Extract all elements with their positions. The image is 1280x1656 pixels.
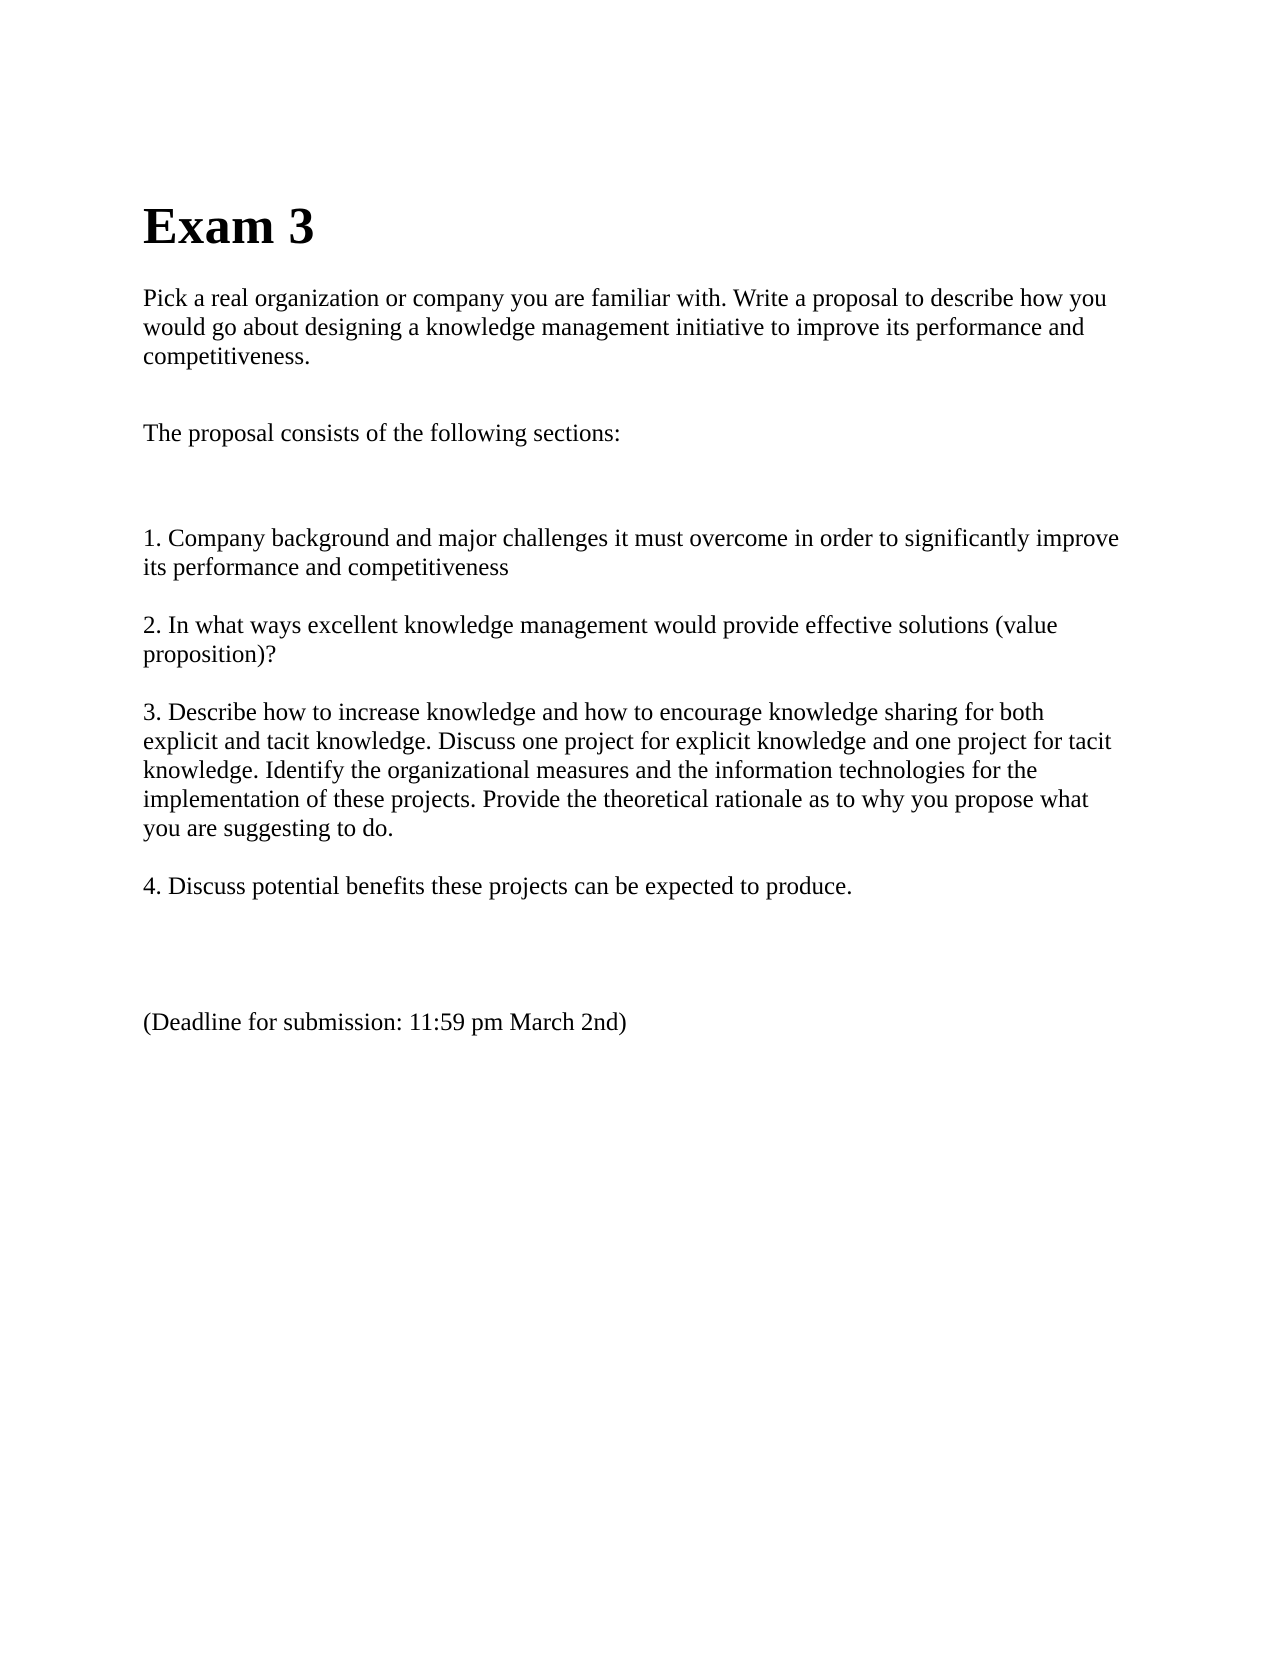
deadline-note: (Deadline for submission: 11:59 pm March 2nd) bbox=[143, 1009, 627, 1036]
numbered-item-1: 1. Company background and major challenges it must overcome in order to significantly improve its performance and competitiveness bbox=[143, 525, 1120, 581]
numbered-item-2: 2. In what ways excellent knowledge management would provide effective solutions (value proposition)? bbox=[143, 612, 1058, 668]
sections-lead-paragraph: The proposal consists of the following sections: bbox=[143, 420, 621, 447]
numbered-item-4: 4. Discuss potential benefits these projects can be expected to produce. bbox=[143, 873, 853, 900]
numbered-item-3: 3. Describe how to increase knowledge and how to encourage knowledge sharing for both explicit and tacit knowledge. Discuss one project for explicit knowledge and one project for tacit knowledge. Identify the organizational measures and the information technologies for the implementation of these projects. Provide the theoretical rationale as to why you propose what you are suggesting to do. bbox=[143, 699, 1112, 842]
intro-paragraph: Pick a real organization or company you are familiar with. Write a proposal to describe how you would go about designing a knowledge management initiative to improve its performance and competitiveness. bbox=[143, 285, 1107, 370]
page-title: Exam 3 bbox=[143, 198, 315, 255]
